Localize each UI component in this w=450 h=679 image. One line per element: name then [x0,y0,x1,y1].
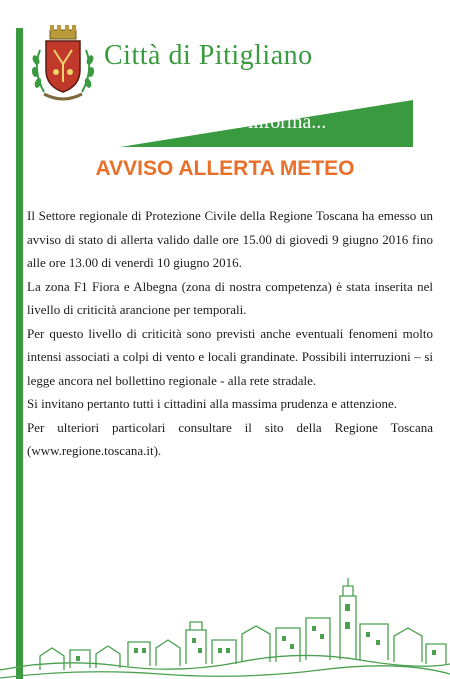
town-crest-icon [30,20,96,106]
notice-paragraph: Per ulteriori particolari consultare il sito della Regione Toscana (www.regione.toscana.it). [27,419,433,458]
notice-paragraph: Si invitano pertanto tutti i cittadini alla massima prudenza e attenzione. [27,396,398,411]
town-name-heading: Città di Pitigliano [104,40,313,71]
town-skyline-illustration [0,570,450,679]
notice-paragraph: La zona F1 Fiora e Albegna (zona di nostra competenza) è stata inserita nel livello di criticità arancione per temporali. [27,278,433,317]
alert-title: AVVISO ALLERTA METEO [95,157,355,180]
notice-body [27,204,433,463]
banner-text: Il Comune informa... [158,111,327,133]
notice-paragraph: Per questo livello di criticità sono previsti anche eventuali fenomeni molto intensi associati a colpi di vento e locali grandinate. Possibili interruzioni – si legge ancora nel bollettino regionale - alla rete stradale. [27,325,433,388]
notice-paragraph: Il Settore regionale di Protezione Civile della Regione Toscana ha emesso un avviso di stato di allerta valido dalle ore 15.00 di giovedì 9 giugno 2016 fino alle ore 13.00 di venerdì 10 giugno 2016. [27,208,433,270]
